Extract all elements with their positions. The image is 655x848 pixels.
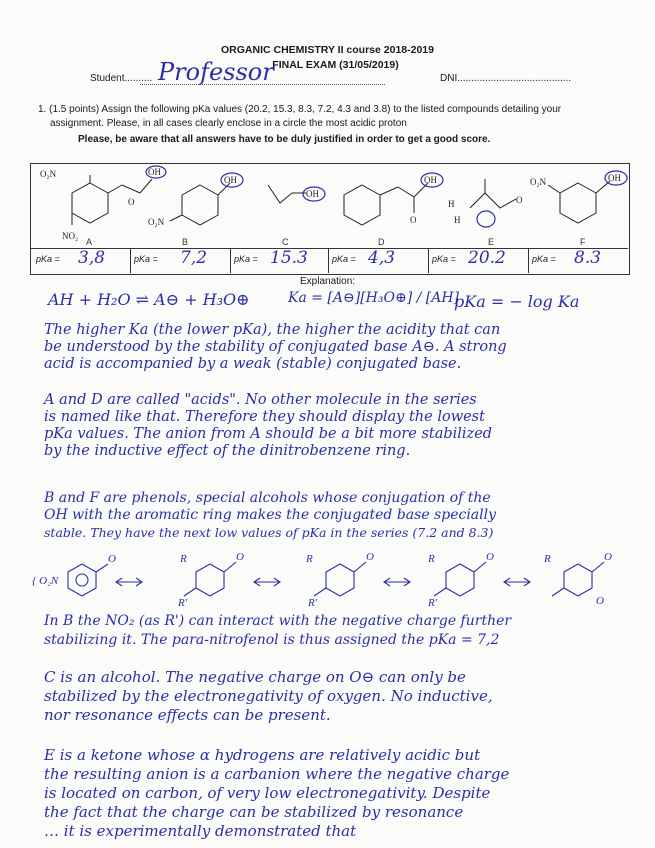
pka-label-c: pKa = [234,254,258,264]
student-label: Student.......... [90,73,153,84]
pka-value-e: 20.2 [468,248,506,268]
compound-letter-e: E [488,237,495,247]
svg-text:O: O [410,215,417,225]
pka-cell-divider [328,248,329,273]
svg-text:O: O [604,551,612,563]
resonance-structures [30,550,630,608]
pka-label-d: pKa = [332,254,356,264]
pka-value-a: 3,8 [78,248,106,268]
exam-date: FINAL EXAM (31/05/2019) [272,59,399,71]
explanation-paragraph-6: E is a ketone whose α hydrogens are relatively acidic but the resulting anion is a carbanion where the negative charge is located on carbon, of very low electronegativity. Despite the fact that the charge can be stabilized by resonance … it is experimentally demonstrated that [44,746,510,840]
svg-text:O: O [236,551,244,563]
pka-label-e: pKa = [432,254,456,264]
pka-label-f: pKa = [532,254,556,264]
svg-text:O: O [366,551,374,563]
explanation-label: Explanation: [300,276,356,287]
svg-text:R: R [306,553,313,565]
explanation-paragraph-1: The higher Ka (the lower pKa), the higher the acidity that can be understood by the stability of conjugated base A⊖. A strong acid is accompanied by a weak (stable) conjugated base. [44,322,507,372]
pka-cell-divider [428,248,429,273]
svg-text:OH: OH [306,189,319,199]
pka-value-f: 8.3 [574,248,602,268]
svg-text:R: R [180,553,187,565]
compound-letter-d: D [378,237,385,247]
svg-text:H: H [448,199,455,209]
pka-value-d: 4,3 [368,248,396,268]
pka-row-divider [30,248,628,249]
svg-text:O: O [486,551,494,563]
svg-text:OH: OH [424,175,437,185]
explanation-paragraph-2: A and D are called "acids". No other molecule in the series is named like that. Therefore they should display the lowest pKa values. The anion from A should be a bit more stabilized by the inductive effect of the dinitrobenzene ring. [44,392,493,459]
question-text: 1. (1.5 points) Assign the following pKa values (20.2, 15.3, 8.3, 7.2, 4.3 and 3.8) to the listed compounds detailing your assignment. Please, in all cases clearly enclose in a circle the most acidic proton [38,104,562,129]
svg-text:O₂N: O₂N [40,169,57,179]
explanation-paragraph-4: In B the NO₂ (as R') can interact with the negative charge further stabilizing it. The para-nitrofenol is thus assigned the pKa = 7,2 [44,613,512,648]
svg-text:O₂N: O₂N [148,217,165,227]
svg-text:H: H [454,215,461,225]
pka-value-c: 15.3 [270,248,308,268]
svg-text:R': R' [308,597,318,608]
pka-value-b: 7,2 [180,248,208,268]
explanation-paragraph-5: C is an alcohol. The negative charge on O⊖ can only be stabilized by the electronegativity of oxygen. No inductive, nor resonance effects can be present. [44,668,493,724]
compound-letter-f: F [580,237,586,247]
exam-course-title: ORGANIC CHEMISTRY II course 2018-2019 [221,44,434,56]
pka-cell-divider [528,248,529,273]
pka-label-b: pKa = [134,254,158,264]
svg-text:{ O₂N: { O₂N [32,575,59,587]
ka-expression: Ka = [A⊖][H₃O⊕] / [AH] [288,290,460,306]
svg-text:NO₂: NO₂ [62,231,79,241]
explanation-paragraph-3: B and F are phenols, special alcohols whose conjugation of the OH with the aromatic ring makes the conjugated base specially stable. They have the next low values of pKa in the series (7.2 and 8.3) [44,490,497,540]
student-line [140,84,385,85]
pka-label-a: pKa = [36,254,60,264]
svg-text:O: O [596,595,604,607]
pka-definition: pKa = − log Ka [454,292,580,311]
svg-text:OH: OH [608,173,621,183]
svg-text:O: O [516,195,523,205]
compound-letter-b: B [182,237,189,247]
pka-cell-divider [130,248,131,273]
compound-structures [30,163,628,249]
svg-text:R': R' [178,597,188,608]
equilibrium-equation: AH + H₂O ⇌ A⊖ + H₃O⊕ [48,290,250,309]
svg-text:R: R [544,553,551,565]
svg-text:OH: OH [224,175,237,185]
question-note: Please, be aware that all answers have to be duly justified in order to get a good score. [78,134,491,145]
pka-cell-divider [230,248,231,273]
svg-text:R': R' [428,597,438,608]
compound-letter-a: A [86,237,93,247]
compound-letter-c: C [282,237,289,247]
svg-text:O: O [108,553,116,565]
svg-text:O₂N: O₂N [530,177,547,187]
dni-label: DNI......................................... [440,73,572,84]
svg-text:O: O [128,197,135,207]
student-name: Professor [158,58,274,86]
svg-text:OH: OH [148,167,161,177]
svg-text:R: R [428,553,435,565]
